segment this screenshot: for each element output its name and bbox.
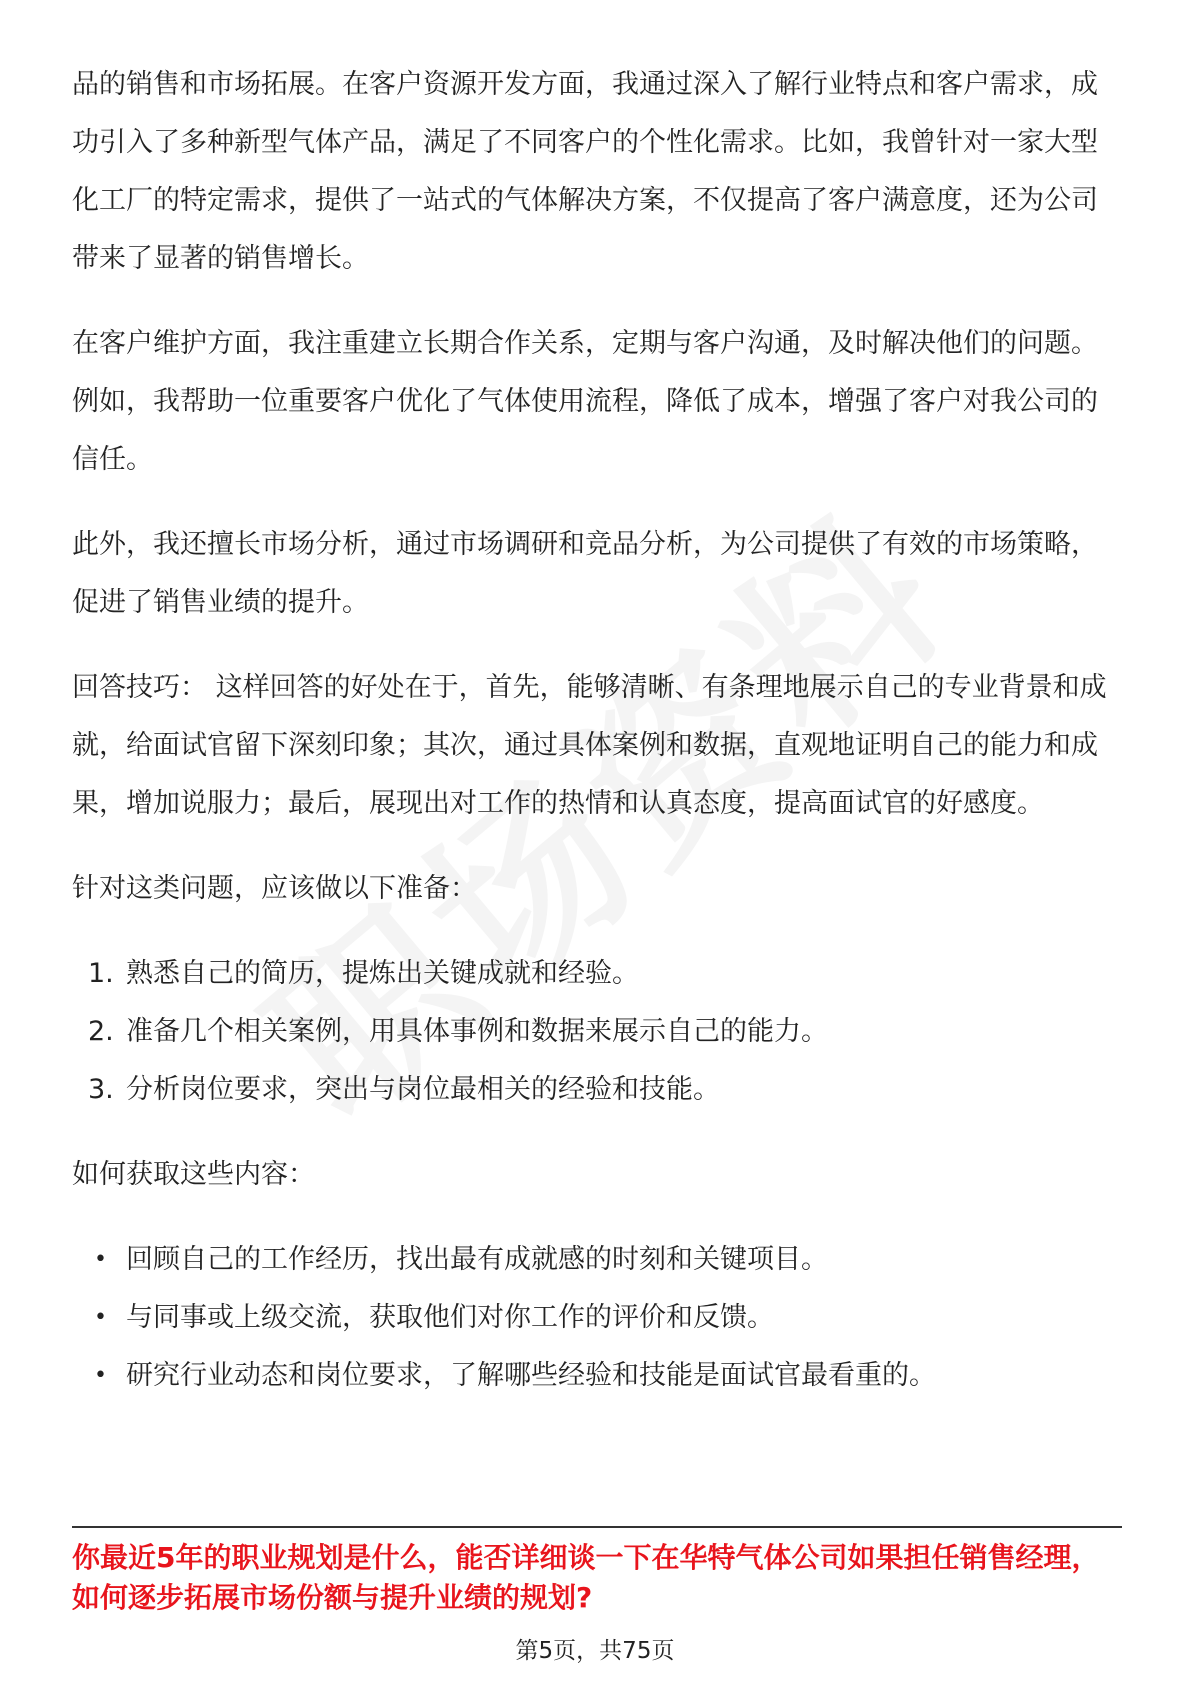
paragraph-answer-tips: 回答技巧： 这样回答的好处在于，首先，能够清晰、有条理地展示自己的专业背景和成就，给面试官留下深刻印象；其次，通过具体案例和数据，直观地证明自己的能力和成果，增加说服力；最后，展现出对工作的热情和认真态度，提高面试官的好感度。 xyxy=(72,672,1107,819)
next-question-heading: 你最近5年的职业规划是什么，能否详细谈一下在华特气体公司如果担任销售经理，如何逐步拓展市场份额与提升业绩的规划? xyxy=(72,1541,1100,1614)
section-divider xyxy=(72,1526,1122,1528)
list-item-text: 回顾自己的工作经历，找出最有成就感的时刻和关键项目。 xyxy=(126,1244,828,1275)
list-item-text: 分析岗位要求，突出与岗位最相关的经验和技能。 xyxy=(126,1074,720,1105)
paragraph-sales-experience: 品的销售和市场拓展。在客户资源开发方面，我通过深入了解行业特点和客户需求，成功引入了多种新型气体产品，满足了不同客户的个性化需求。比如，我曾针对一家大型化工厂的特定需求，提供了一站式的气体解决方案，不仅提高了客户满意度，还为公司带来了显著的销售增长。 xyxy=(72,69,1098,274)
list-item-text: 与同事或上级交流，获取他们对你工作的评价和反馈。 xyxy=(126,1302,774,1333)
page-content xyxy=(72,56,1122,1432)
bullet-icon: • xyxy=(94,1305,107,1330)
list-item xyxy=(72,945,1122,1003)
paragraph-market-analysis: 此外，我还擅长市场分析，通过市场调研和竞品分析，为公司提供了有效的市场策略，促进了销售业绩的提升。 xyxy=(72,529,1098,618)
prep-heading: 针对这类问题，应该做以下准备： xyxy=(72,873,477,904)
list-number: 2. xyxy=(88,1016,114,1047)
obtain-heading: 如何获取这些内容： xyxy=(72,1159,315,1190)
list-item xyxy=(72,1003,1122,1061)
page-number: 第5页，共75页 xyxy=(515,1638,675,1664)
list-item-text: 研究行业动态和岗位要求，了解哪些经验和技能是面试官最看重的。 xyxy=(126,1360,936,1391)
bullet-icon: • xyxy=(94,1247,107,1272)
list-item-text: 准备几个相关案例，用具体事例和数据来展示自己的能力。 xyxy=(126,1016,828,1047)
list-item xyxy=(72,1061,1122,1119)
list-number: 3. xyxy=(88,1074,114,1105)
list-item-text: 熟悉自己的简历，提炼出关键成就和经验。 xyxy=(126,958,639,989)
bullet-icon: • xyxy=(94,1363,107,1388)
list-number: 1. xyxy=(88,958,114,989)
list-item xyxy=(72,1289,1122,1347)
list-item xyxy=(72,1231,1122,1289)
obtain-list xyxy=(72,1231,1122,1405)
paragraph-client-maintenance: 在客户维护方面，我注重建立长期合作关系，定期与客户沟通，及时解决他们的问题。例如，我帮助一位重要客户优化了气体使用流程，降低了成本，增强了客户对我公司的信任。 xyxy=(72,328,1098,475)
list-item xyxy=(72,1347,1122,1405)
prep-list xyxy=(72,945,1122,1119)
